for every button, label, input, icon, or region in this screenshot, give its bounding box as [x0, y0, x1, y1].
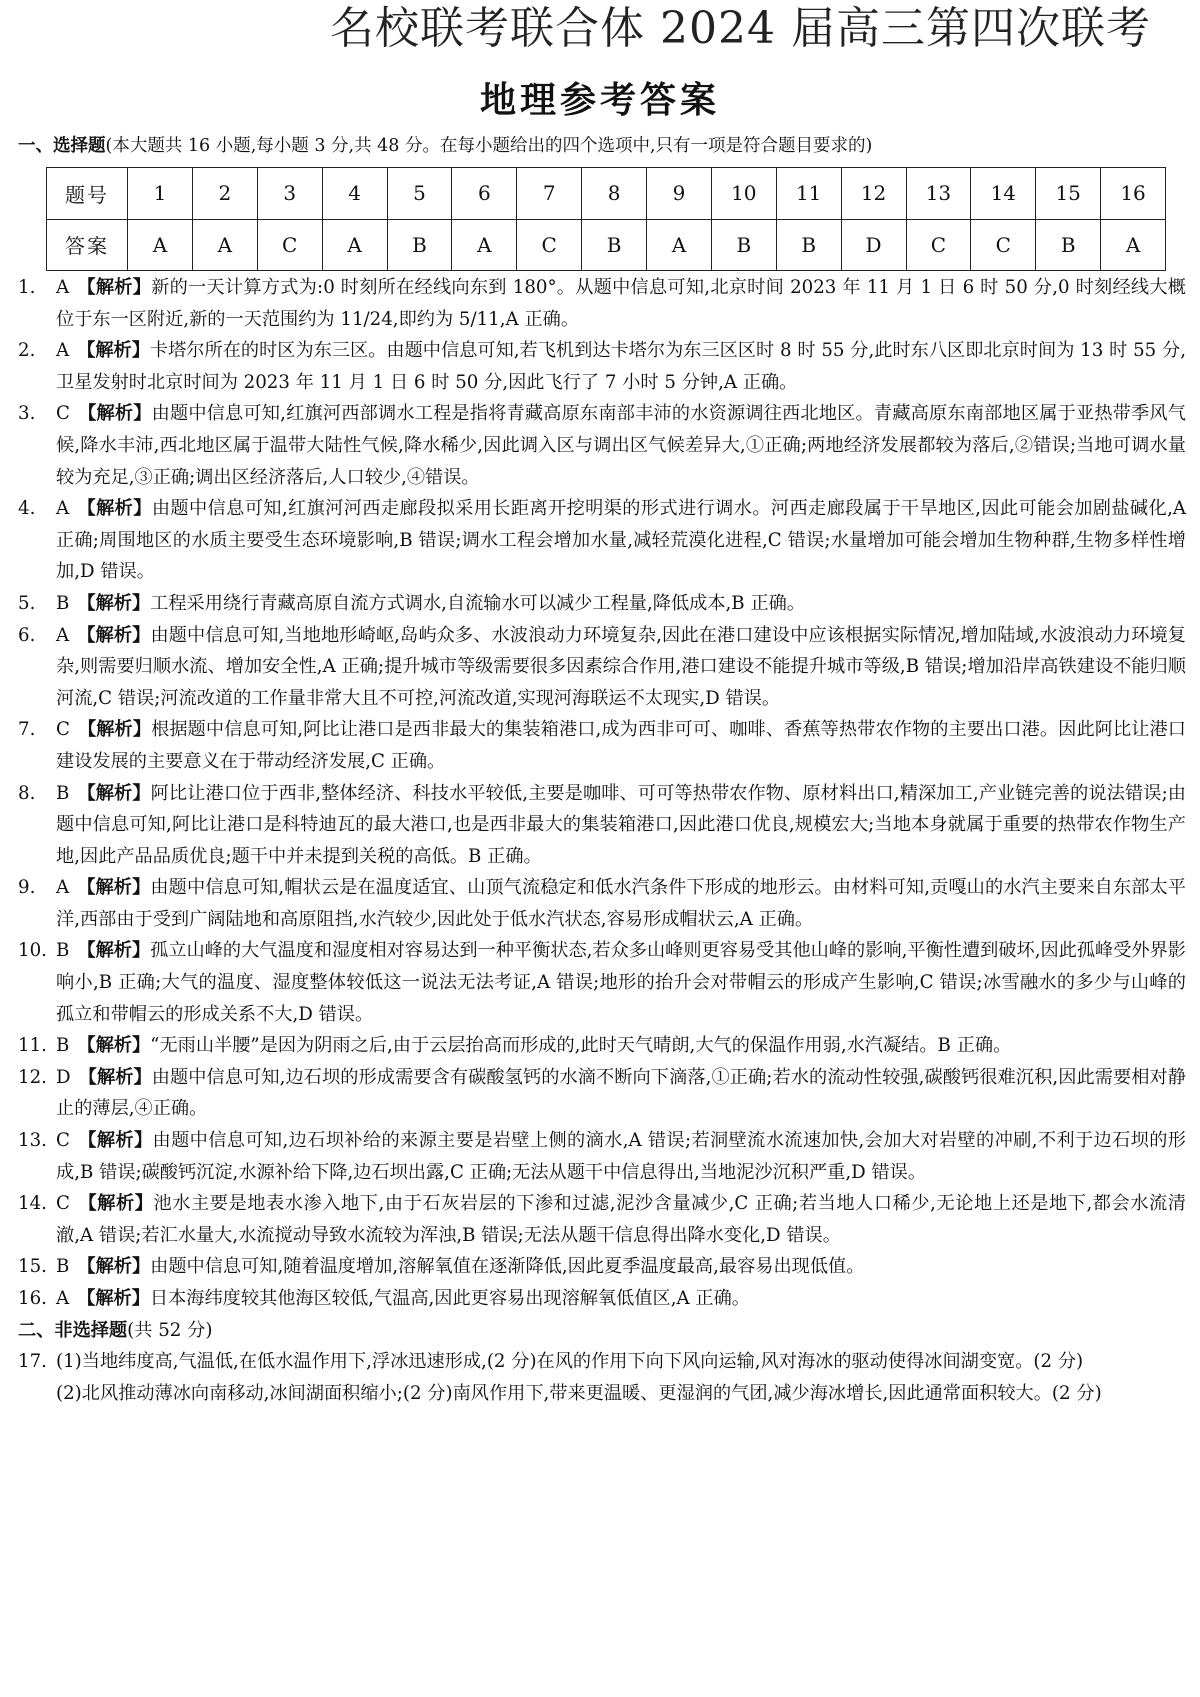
item-answer: B [56, 592, 70, 614]
question-number: 7 [517, 168, 582, 220]
item-answer: B [56, 940, 70, 962]
item-number: 5. [18, 592, 36, 614]
analysis-tag: 【解析】 [77, 1193, 154, 1215]
item-text: 由题中信息可知,当地地形崎岖,岛屿众多、水波浪动力环境复杂,因此在港口建设中应该根据实际情况,增加陆域,水波浪动力环境复杂,则需要归顺水流、增加安全性,A 正确;提升城市等级需要很多因素综合作用,港口建设不能提升城市等级,B 错误;增加沿岸高铁建设不能归顺河流,C 错误;河流改道的工作量非常大且不可控,河流改道,实现河海联运不太现实,D 错误。 [56, 624, 1186, 709]
question-17-part2 [18, 1378, 1186, 1410]
explanation-item [18, 1283, 1186, 1315]
answer-cell: A [1101, 219, 1166, 271]
question-17-part1 [18, 1346, 1186, 1378]
item-text: (2)北风推动薄冰向南移动,冰间湖面积缩小;(2 分)南风作用下,带来更温暖、更湿润的气团,减少海冰增长,因此通常面积较大。(2 分) [56, 1382, 1102, 1404]
item-number: 14. [18, 1193, 47, 1215]
doc-title: 地理参考答案 [479, 80, 720, 121]
section1-heading [18, 132, 1188, 157]
question-number: 8 [582, 168, 647, 220]
answer-cell: B [582, 219, 647, 271]
item-text: 阿比让港口位于西非,整体经济、科技水平较低,主要是咖啡、可可等热带农作物、原材料出口,精深加工,产业链完善的说法错误;由题中信息可知,阿比让港口是科特迪瓦的最大港口,也是西非最大的集装箱港口,因此港口优良,规模宏大;当地本身就属于重要的热带农作物生产地,因此产品品质优良;题干中并未提到关税的高低。B 正确。 [56, 782, 1186, 867]
question-number: 10 [711, 168, 776, 220]
explanation-item [18, 935, 1186, 1030]
answer-cell: B [711, 219, 776, 271]
item-number: 2. [18, 340, 36, 362]
question-number: 11 [776, 168, 841, 220]
item-number: 8. [18, 782, 36, 804]
item-answer: A [56, 624, 70, 646]
question-number: 6 [452, 168, 517, 220]
analysis-tag: 【解析】 [77, 877, 151, 899]
item-number: 3. [18, 403, 36, 425]
item-number: 9. [18, 877, 36, 899]
item-answer: B [56, 782, 70, 804]
analysis-tag: 【解析】 [77, 592, 151, 614]
item-number: 1. [18, 277, 36, 298]
explanation-item [18, 778, 1186, 873]
analysis-tag: 【解析】 [78, 1066, 152, 1088]
item-number: 17. [18, 1351, 47, 1373]
item-number: 10. [18, 940, 47, 962]
item-number: 4. [18, 498, 36, 520]
analysis-tag: 【解析】 [77, 719, 152, 741]
section2-heading [18, 1315, 1186, 1347]
item-answer: B [56, 1035, 70, 1057]
explanation-item [18, 493, 1186, 588]
answer-cell: C [517, 219, 582, 271]
answer-cell: A [452, 219, 517, 271]
question-number: 14 [971, 168, 1036, 220]
item-text: 新的一天计算方式为:0 时刻所在经线向东到 180°。从题中信息可知,北京时间 2023 年 11 月 1 日 6 时 50 分,0 时刻经线大概位于东一区附近,新的一天范围约为 11/24,即约为 5/11,A 正确。 [56, 277, 1186, 330]
explanation-item [18, 1188, 1186, 1251]
answer-cell: A [647, 219, 712, 271]
analysis-tag: 【解析】 [77, 498, 152, 520]
answer-cell: A [322, 219, 387, 271]
analysis-tag: 【解析】 [77, 403, 152, 425]
answer-cell: C [906, 219, 971, 271]
item-answer: A [56, 277, 70, 298]
item-answer: B [56, 1256, 70, 1278]
analysis-tag: 【解析】 [77, 1035, 151, 1057]
explanation-item [18, 1251, 1186, 1283]
question-number: 12 [841, 168, 906, 220]
answer-cell: C [971, 219, 1036, 271]
explanation-item [18, 1062, 1186, 1125]
section2-note: (共 52 分) [127, 1319, 213, 1341]
question-number: 4 [322, 168, 387, 220]
item-number: 12. [18, 1066, 47, 1088]
analysis-tag: 【解析】 [77, 1130, 153, 1152]
item-number: 13. [18, 1130, 47, 1152]
answer-cell: B [387, 219, 452, 271]
item-text: 日本海纬度较其他海区较低,气温高,因此更容易出现溶解氧低值区,A 正确。 [149, 1288, 750, 1309]
explanation-list [18, 272, 1186, 1409]
question-number: 13 [906, 168, 971, 220]
item-answer: A [56, 1288, 70, 1309]
item-answer: C [56, 1130, 70, 1152]
explanation-item [18, 714, 1186, 777]
analysis-tag: 【解析】 [77, 1288, 150, 1309]
question-number: 2 [192, 168, 257, 220]
answer-cell: A [192, 219, 257, 271]
analysis-tag: 【解析】 [77, 277, 152, 298]
explanation-item [18, 872, 1186, 935]
question-number: 1 [128, 168, 193, 220]
explanation-item [18, 1030, 1186, 1062]
explanation-item [18, 1125, 1186, 1188]
item-answer: D [56, 1066, 71, 1088]
question-number: 16 [1101, 168, 1166, 220]
answer-cell: A [128, 219, 193, 271]
item-answer: C [56, 719, 70, 741]
item-text: 工程采用绕行青藏高原自流方式调水,自流输水可以减少工程量,降低成本,B 正确。 [150, 592, 806, 614]
answer-cell: B [1036, 219, 1101, 271]
item-text: (1)当地纬度高,气温低,在低水温作用下,浮冰迅速形成,(2 分)在风的作用下向下风向运输,风对海冰的驱动使得冰间湖变宽。(2 分) [56, 1351, 1084, 1373]
explanation-item [18, 398, 1186, 493]
question-number: 15 [1036, 168, 1101, 220]
item-text: “无雨山半腰”是因为阴雨之后,由于云层抬高而形成的,此时天气晴朗,大气的保温作用弱,水汽凝结。B 正确。 [150, 1035, 1012, 1057]
section2-title: 二、非选择题 [18, 1319, 128, 1341]
analysis-tag: 【解析】 [77, 940, 151, 962]
row-label-answer: 答案 [47, 219, 128, 271]
item-number: 15. [18, 1256, 47, 1278]
explanation-item [18, 588, 1186, 620]
analysis-tag: 【解析】 [77, 1256, 151, 1278]
row-label-question: 题号 [47, 168, 128, 220]
item-number: 7. [18, 719, 36, 741]
exam-title: 名校联考联合体 2024 届高三第四次联考 [330, 3, 1151, 54]
answer-cell: C [257, 219, 322, 271]
section1-title: 一、选择题 [18, 136, 106, 156]
answer-row [47, 219, 1166, 271]
item-number: 11. [18, 1035, 47, 1057]
item-number: 6. [18, 624, 36, 646]
item-text: 由题中信息可知,边石坝的形成需要含有碳酸氢钙的水滴不断向下滴落,①正确;若水的流动性较强,碳酸钙很难沉积,因此需要相对静止的薄层,④正确。 [56, 1066, 1186, 1120]
question-number: 9 [647, 168, 712, 220]
item-text: 由题中信息可知,红旗河西部调水工程是指将青藏高原东南部丰沛的水资源调往西北地区。青藏高原东南部地区属于亚热带季风气候,降水丰沛,西北地区属于温带大陆性气候,降水稀少,因此调入区与调出区气候差异大,①正确;两地经济发展都较为落后,②错误;当地可调水量较为充足,③正确;调出区经济落后,人口较少,④错误。 [56, 403, 1186, 488]
item-text: 由题中信息可知,边石坝补给的来源主要是岩壁上侧的滴水,A 错误;若洞壁流水流速加快,会加大对岩壁的冲刷,不利于边石坝的形成,B 错误;碳酸钙沉淀,水源补给下降,边石坝出露,C 正确;无法从题干中信息得出,当地泥沙沉积严重,D 错误。 [56, 1130, 1186, 1183]
item-answer: C [56, 403, 70, 425]
item-text: 卡塔尔所在的时区为东三区。由题中信息可知,若飞机到达卡塔尔为东三区区时 8 时 55 分,此时东八区即北京时间为 13 时 55 分,卫星发射时北京时间为 2023 年 11 月 1 日 6 时 50 分,因此飞行了 7 小时 5 分钟,A 正确。 [56, 340, 1186, 393]
answer-cell: D [841, 219, 906, 271]
item-answer: A [56, 498, 70, 520]
question-number-row [47, 168, 1166, 220]
explanation-item [18, 335, 1186, 398]
explanation-item [18, 620, 1186, 715]
item-answer: A [56, 340, 70, 362]
item-text: 池水主要是地表水渗入地下,由于石灰岩层的下渗和过滤,泥沙含量减少,C 正确;若当地人口稀少,无论地上还是地下,都会水流清澈,A 错误;若汇水量大,水流搅动导致水流较为浑浊,B 错误;无法从题干信息得出降水变化,D 错误。 [56, 1193, 1186, 1246]
analysis-tag: 【解析】 [77, 340, 150, 362]
answer-cell: B [776, 219, 841, 271]
item-answer: A [56, 877, 70, 899]
item-number: 16. [18, 1288, 47, 1309]
item-text: 由题中信息可知,随着温度增加,溶解氧值在逐渐降低,因此夏季温度最高,最容易出现低值。 [150, 1256, 865, 1278]
question-number: 5 [387, 168, 452, 220]
item-text: 由题中信息可知,帽状云是在温度适宜、山顶气流稳定和低水汽条件下形成的地形云。由材料可知,贡嘎山的水汽主要来自东部太平洋,西部由于受到广阔陆地和高原阻挡,水汽较少,因此处于低水汽状态,容易形成帽状云,A 正确。 [56, 877, 1186, 930]
analysis-tag: 【解析】 [77, 624, 151, 646]
analysis-tag: 【解析】 [77, 782, 151, 804]
answer-table [46, 167, 1166, 271]
item-answer: C [56, 1193, 70, 1215]
item-text: 由题中信息可知,红旗河河西走廊段拟采用长距离开挖明渠的形式进行调水。河西走廊段属于干旱地区,因此可能会加剧盐碱化,A 正确;周围地区的水质主要受生态环境影响,B 错误;调水工程会增加水量,减轻荒漠化进程,C 错误;水量增加可能会增加生物种群,生物多样性增加,D 错误。 [56, 498, 1186, 583]
question-number: 3 [257, 168, 322, 220]
section1-note: (本大题共 16 小题,每小题 3 分,共 48 分。在每小题给出的四个选项中,只有一项是符合题目要求的) [105, 136, 873, 156]
item-text: 根据题中信息可知,阿比让港口是西非最大的集装箱港口,成为西非可可、咖啡、香蕉等热带农作物的主要出口港。因此阿比让港口建设发展的主要意义在于带动经济发展,C 正确。 [56, 719, 1186, 772]
explanation-item [18, 272, 1186, 335]
item-text: 孤立山峰的大气温度和湿度相对容易达到一种平衡状态,若众多山峰则更容易受其他山峰的影响,平衡性遭到破坏,因此孤峰受外界影响小,B 正确;大气的温度、湿度整体较低这一说法无法考证,A 错误;地形的抬升会对带帽云的形成产生影响,C 错误;冰雪融水的多少与山峰的孤立和带帽云的形成关系不大,D 错误。 [56, 940, 1186, 1025]
